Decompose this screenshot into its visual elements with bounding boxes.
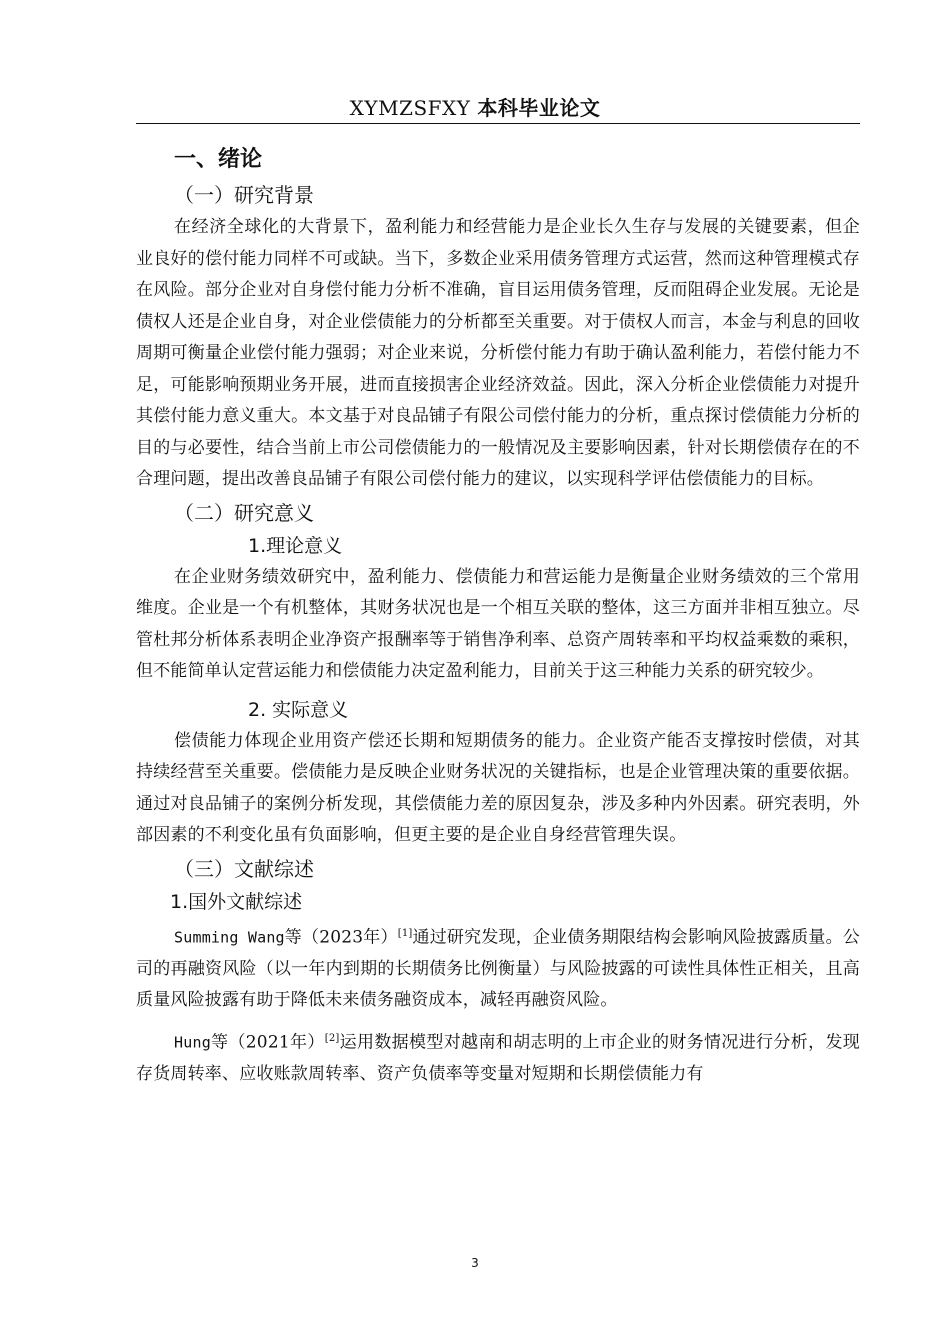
citation-marker: [2] <box>324 1032 340 1044</box>
paragraph-practice: 偿债能力体现企业用资产偿还长期和短期债务的能力。企业资产能否支撑按时偿债，对其持续经营至关重要。偿债能力是反映企业财务状况的关键指标，也是企业管理决策的重要依据。通过对良品铺子的案例分析发现，其偿债能力差的原因复杂，涉及多种内外因素。研究表明，外部因素的不利变化虽有负面影响，但更主要的是企业自身经营管理失误。 <box>136 730 860 845</box>
author-name: Summing Wang <box>174 928 285 947</box>
paragraph-text: 运用数据模型对越南和胡志明的上市企业的财务情况进行分析，发现存货周转率、应收账款周转率、资产负债率等变量对短期和长期偿债能力有 <box>136 1032 861 1084</box>
chapter-heading: 一、绪论 <box>174 147 263 172</box>
author-name: Hung <box>174 1033 211 1052</box>
section-heading-background: （一）研究背景 <box>174 183 314 207</box>
author-year: 等（2021年） <box>210 1032 325 1053</box>
paragraph-theory: 在企业财务绩效研究中，盈利能力、偿债能力和营运能力是衡量企业财务绩效的三个常用维度。企业是一个有机整体，其财务状况也是一个相互关联的整体，这三方面并非相互独立。尽管杜邦分析体系表明企业净资产报酬率等于销售净利率、总资产周转率和平均权益乘数的乘积，但不能简单认定营运能力和偿债能力决定盈利能力，目前关于这三种能力关系的研究较少。 <box>136 566 860 681</box>
running-header <box>0 92 950 121</box>
paragraph-text: 通过研究发现，企业债务期限结构会影响风险披露质量。公司的再融资风险（以一年内到期的长期债务比例衡量）与风险披露的可读性具体性正相关，且高质量风险披露有助于降低未来债务融资成本，减轻再融资风险。 <box>136 927 860 1011</box>
subsection-heading-foreign: 1.国外文献综述 <box>170 890 303 913</box>
header-title: 本科毕业论文 <box>477 96 601 120</box>
author-year: 等（2023年） <box>284 927 398 948</box>
paragraph-literature-2 <box>136 1023 860 1091</box>
section-heading-literature: （三）文献综述 <box>174 856 314 881</box>
paragraph-literature-1 <box>136 918 860 1017</box>
page-body <box>136 138 860 1090</box>
paragraph-background: 在经济全球化的大背景下，盈利能力和经营能力是企业长久生存与发展的关键要素，但企业良好的偿付能力同样不可或缺。当下，多数企业采用债务管理方式运营，然而这种管理模式存在风险。部分企业对自身偿付能力分析不准确，盲目运用债务管理，反而阻碍企业发展。无论是债权人还是企业自身，对企业偿债能力的分析都至关重要。对于债权人而言，本金与利息的回收周期可衡量企业偿付能力强弱；对企业来说，分析偿付能力有助于确认盈利能力，若偿付能力不足，可能影响预期业务开展，进而直接损害企业经济效益。因此，深入分析企业偿债能力对提升其偿付能力意义重大。本文基于对良品铺子有限公司偿付能力的分析，重点探讨偿债能力分析的目的与必要性，结合当前上市公司偿债能力的一般情况及主要影响因素，针对长期偿债存在的不合理问题，提出改善良品铺子有限公司偿付能力的建议，以实现科学评估偿债能力的目标。 <box>136 217 860 489</box>
citation-marker: [1] <box>397 927 413 939</box>
section-heading-significance: （二）研究意义 <box>174 500 314 525</box>
header-divider <box>136 123 860 124</box>
header-code: XYMZSFXY <box>349 96 471 120</box>
subsection-heading-theory: 1.理论意义 <box>248 534 343 557</box>
subsection-heading-practice: 2. 实际意义 <box>248 698 349 721</box>
page-number: 3 <box>471 1256 479 1270</box>
